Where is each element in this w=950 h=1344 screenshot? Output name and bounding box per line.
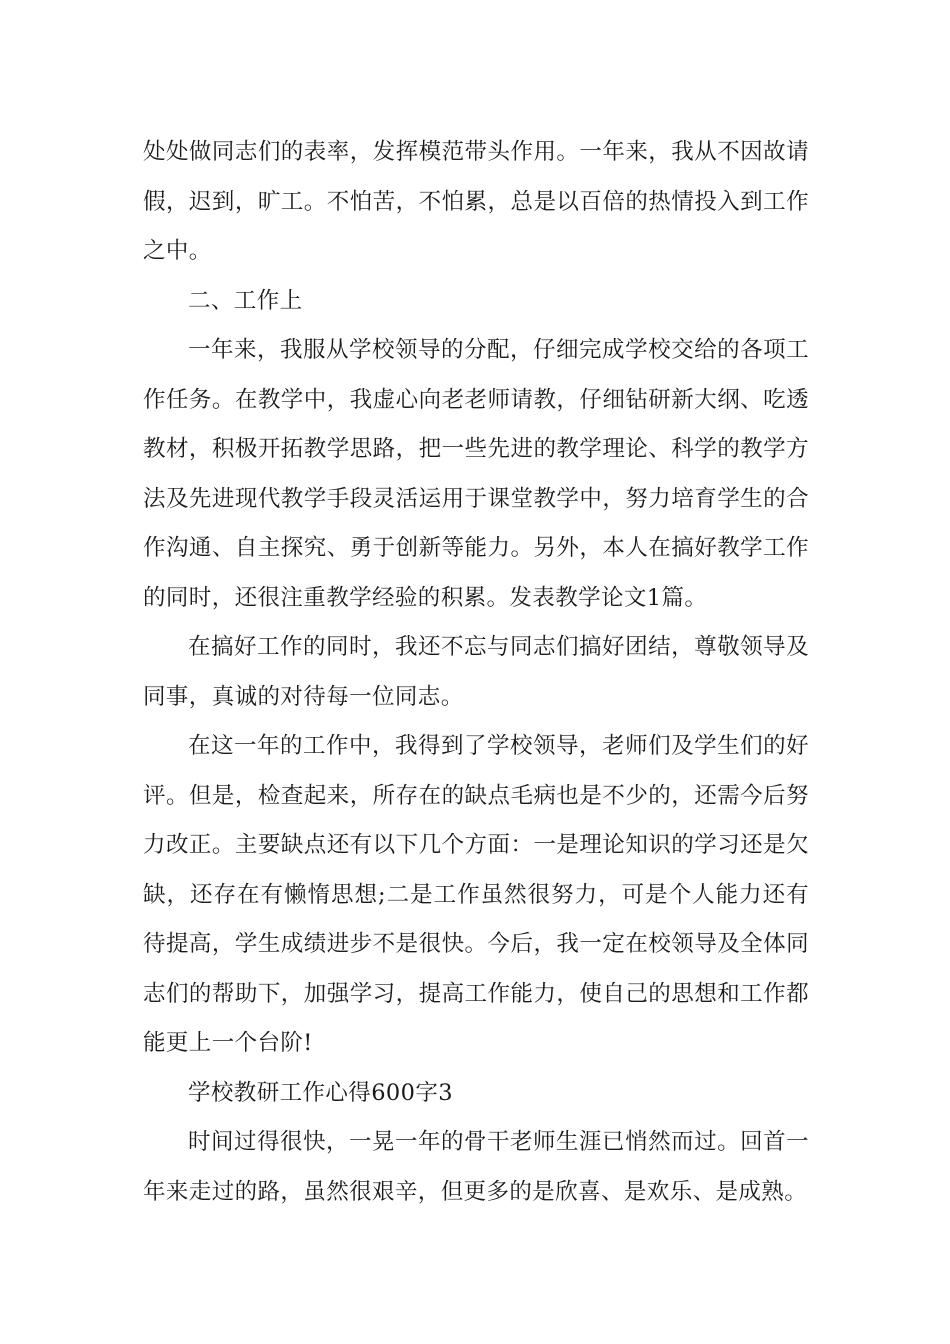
paragraph-3: 在搞好工作的同时，我还不忘与同志们搞好团结，尊敬领导及同事，真诚的对待每一位同志。	[143, 634, 809, 710]
paragraph-4: 在这一年的工作中，我得到了学校领导，老师们及学生们的好评。但是，检查起来，所存在的缺点毛病也是不少的，还需今后努力改正。主要缺点还有以下几个方面：一是理论知识的学习还是欠缺，还存在有懒惰思想;二是工作虽然很努力，可是个人能力还有待提高，学生成绩进步不是很快。今后，我一定在校领导及全体同志们的帮助下，加强学习，提高工作能力，使自己的思想和工作都能更上一个台阶!	[143, 733, 809, 1056]
document-body	[143, 128, 809, 1217]
paragraph-1: 处处做同志们的表率，发挥模范带头作用。一年来，我从不因故请假，迟到，旷工。不怕苦，不怕累，总是以百倍的热情投入到工作之中。	[143, 139, 809, 264]
section-heading-work: 二、工作上	[188, 287, 303, 314]
paragraph-2: 一年来，我服从学校领导的分配，仔细完成学校交给的各项工作任务。在教学中，我虚心向老老师请教，仔细钻研新大纲、吃透教材，积极开拓教学思路，把一些先进的教学理论、科学的教学方法及先进现代教学手段灵活运用于课堂教学中，努力培育学生的合作沟通、自主探究、勇于创新等能力。另外，本人在搞好教学工作的同时，还很注重教学经验的积累。发表教学论文1篇。	[143, 337, 809, 611]
article-title: 学校教研工作心得600字3	[188, 1079, 453, 1106]
paragraph-5: 时间过得很快，一晃一年的骨干老师生涯已悄然而过。回首一年来走过的路，虽然很艰辛，但更多的是欣喜、是欢乐、是成熟。	[143, 1129, 809, 1205]
